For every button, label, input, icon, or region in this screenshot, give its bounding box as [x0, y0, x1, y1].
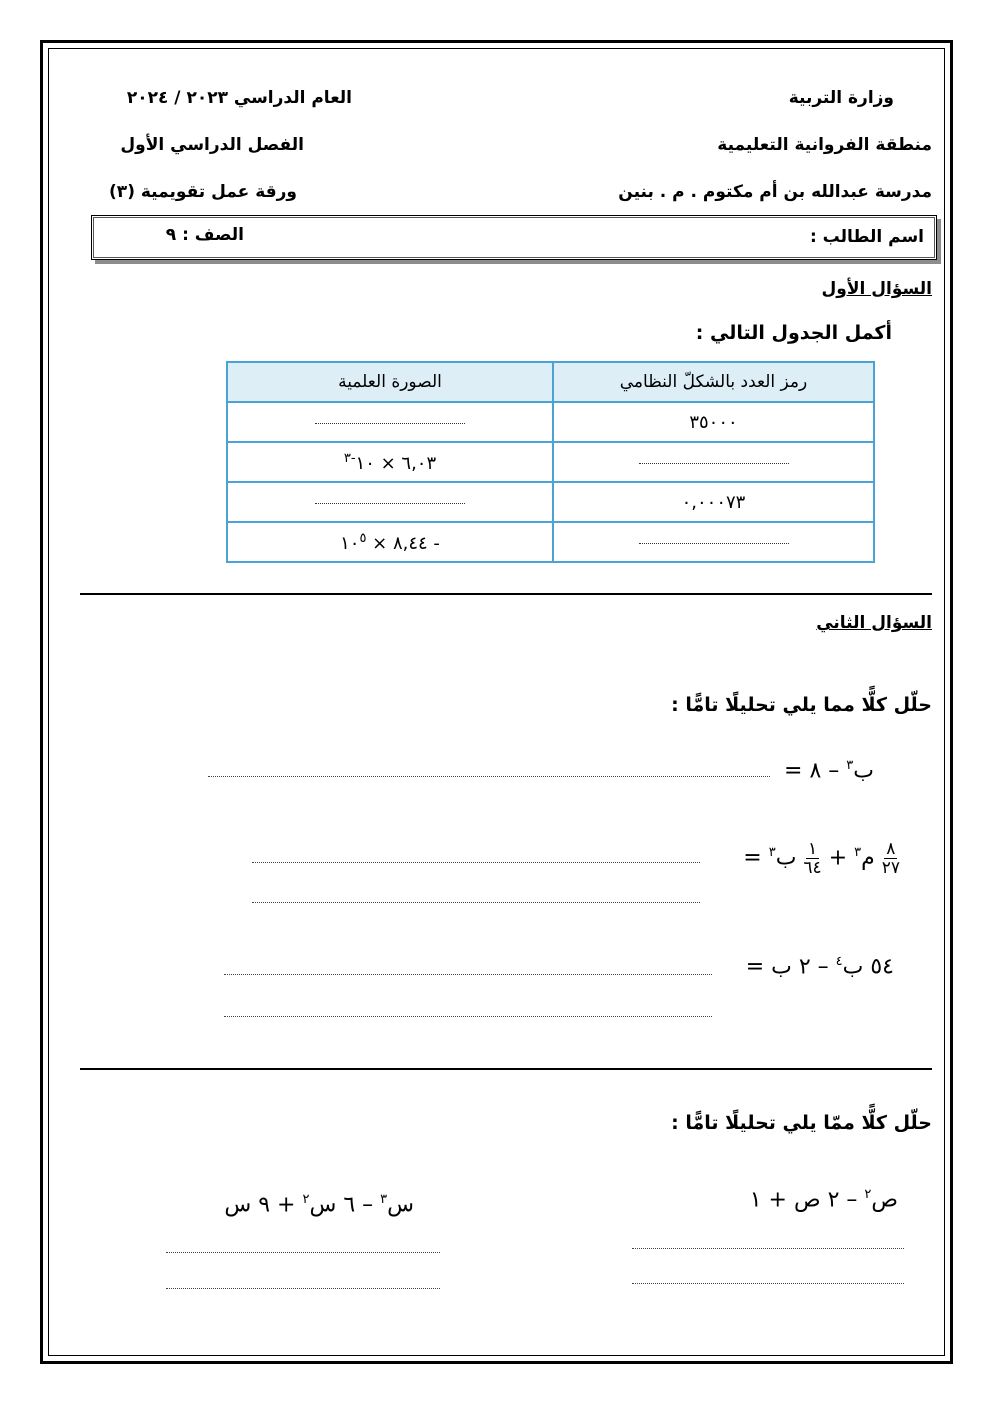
ministry: وزارة التربية	[788, 88, 894, 108]
district: منطقة الفروانية التعليمية	[717, 135, 932, 155]
cell-standard: ٠,٠٠٠٧٣	[553, 482, 874, 522]
answer-line[interactable]	[224, 974, 712, 975]
q3-prompt: حلّل كلًّا ممّا يلي تحليلًا تامًّا :	[671, 1112, 932, 1134]
table-row	[227, 442, 874, 482]
cell-standard: ٣٥٠٠٠	[553, 402, 874, 442]
cell-scientific: - ٨,٤٤ × $١٠^٥$	[227, 522, 553, 562]
answer-line[interactable]	[252, 862, 700, 863]
table-header-row	[227, 362, 874, 402]
cell-scientific-blank[interactable]	[227, 402, 553, 442]
answer-line[interactable]	[166, 1288, 440, 1289]
answer-line[interactable]	[632, 1248, 904, 1249]
answer-line[interactable]	[166, 1252, 440, 1253]
q2-prompt: حلّل كلًّا مما يلي تحليلًا تامًّا :	[671, 694, 932, 716]
school: مدرسة عبدالله بن أم مكتوم . م . بنين	[618, 182, 932, 202]
table-row	[227, 522, 874, 562]
cell-standard-blank[interactable]	[553, 442, 874, 482]
conversion-table	[226, 361, 875, 563]
semester: الفصل الدراسي الأول	[120, 135, 304, 155]
class-label: الصف : ٩	[165, 225, 244, 245]
answer-line[interactable]	[632, 1283, 904, 1284]
q2-title: السؤال الثاني	[816, 613, 932, 633]
header-standard: رمز العدد بالشكلّ النظامي	[553, 362, 874, 402]
expression-2: $\frac{٨}{٢٧}$ م$^٣$ + $\frac{١}{٦٤}$ ب$^٣$ =	[743, 839, 900, 878]
answer-line[interactable]	[208, 776, 770, 777]
q1-prompt: أكمل الجدول التالي :	[695, 322, 892, 344]
header-scientific: الصورة العلمية	[227, 362, 553, 402]
student-info-box	[91, 215, 937, 260]
expression-1: ب$^٣$ – ٨ =	[784, 758, 874, 784]
academic-year: العام الدراسي ٢٠٢٣ / ٢٠٢٤	[126, 88, 352, 108]
table-row	[227, 482, 874, 522]
answer-line[interactable]	[252, 902, 700, 903]
cell-scientific-blank[interactable]	[227, 482, 553, 522]
section-divider	[80, 593, 932, 595]
q1-title: السؤال الأول	[821, 279, 932, 299]
cell-scientific: ٦,٠٣ × $١٠^{-٣}$	[227, 442, 553, 482]
table-row	[227, 402, 874, 442]
cell-standard-blank[interactable]	[553, 522, 874, 562]
student-name-label: اسم الطالب :	[809, 227, 924, 247]
section-divider	[80, 1068, 932, 1070]
expression-5: س$^٣$ – ٦ س$^٢$ + ٩ س	[224, 1192, 414, 1218]
expression-3: ٥٤ ب$^٤$ – ٢ ب =	[745, 954, 894, 980]
expression-4: ص$^٢$ – ٢ ص + ١	[749, 1187, 898, 1213]
answer-line[interactable]	[224, 1016, 712, 1017]
worksheet-title: ورقة عمل تقويمية (٣)	[109, 182, 297, 202]
